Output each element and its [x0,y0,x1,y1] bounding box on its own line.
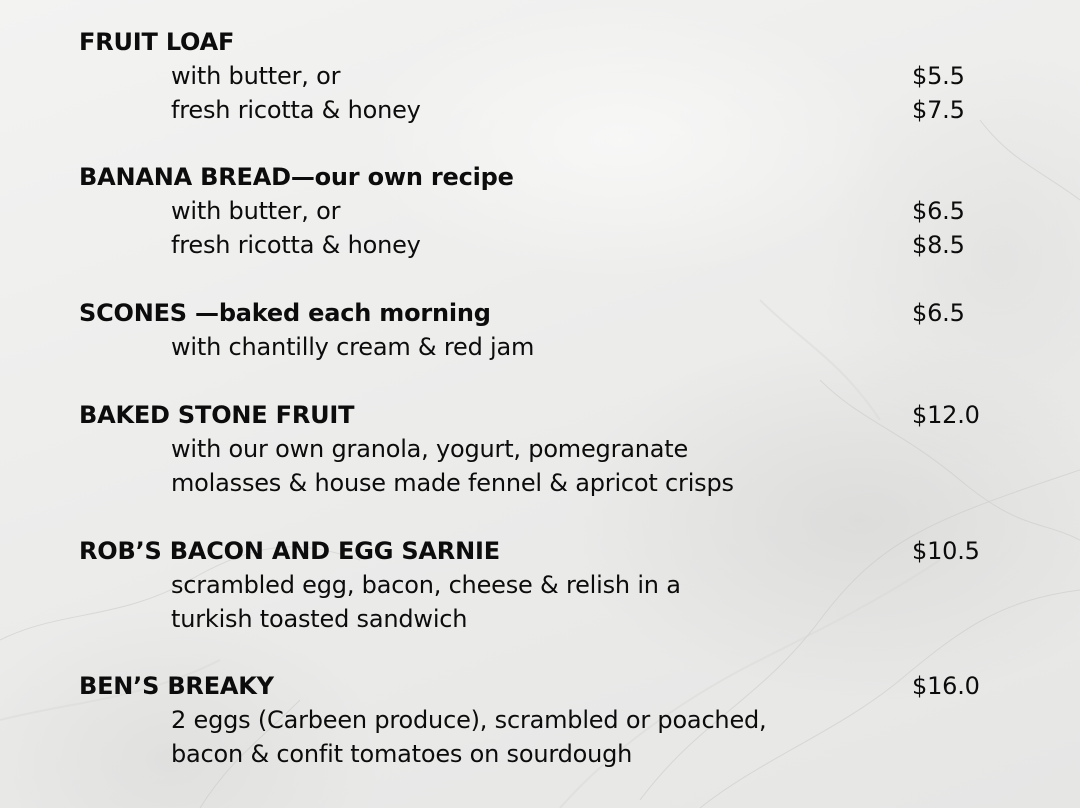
item-name: BANANA BREAD [79,163,291,191]
item-description-line: fresh ricotta & honey [171,231,421,259]
item-title [79,160,514,194]
item-price: $8.5 [912,231,965,259]
item-description-line: with butter, or [171,62,341,90]
item-description-line: molasses & house made fennel & apricot crisps [171,469,734,497]
item-description-line: turkish toasted sandwich [171,605,468,633]
item-price: $6.5 [912,299,965,327]
item-price: $12.0 [912,401,980,429]
item-description-line: with butter, or [171,197,341,225]
item-price: $10.5 [912,537,980,565]
item-subtitle: —our own recipe [290,163,514,191]
item-title [79,398,354,432]
item-name: ROB’S BACON AND EGG SARNIE [79,537,500,565]
item-description-line: fresh ricotta & honey [171,96,421,124]
item-title [79,669,274,703]
item-description-line: with chantilly cream & red jam [171,333,535,361]
item-name: BAKED STONE FRUIT [79,401,355,429]
item-description-line: scrambled egg, bacon, cheese & relish in a [171,571,681,599]
item-title [79,296,491,330]
item-subtitle: —baked each morning [195,299,491,327]
item-description-line: with our own granola, yogurt, pomegranate [171,435,689,463]
item-name: BEN’S BREAKY [79,672,274,700]
item-name: FRUIT LOAF [79,28,235,56]
item-title [79,25,234,59]
item-price: $5.5 [912,62,965,90]
item-price: $6.5 [912,197,965,225]
item-price: $16.0 [912,672,980,700]
item-title [79,534,500,568]
item-description-line: bacon & confit tomatoes on sourdough [171,740,633,768]
item-price: $7.5 [912,96,965,124]
item-name: SCONES [79,299,196,327]
item-description-line: 2 eggs (Carbeen produce), scrambled or poached, [171,706,767,734]
